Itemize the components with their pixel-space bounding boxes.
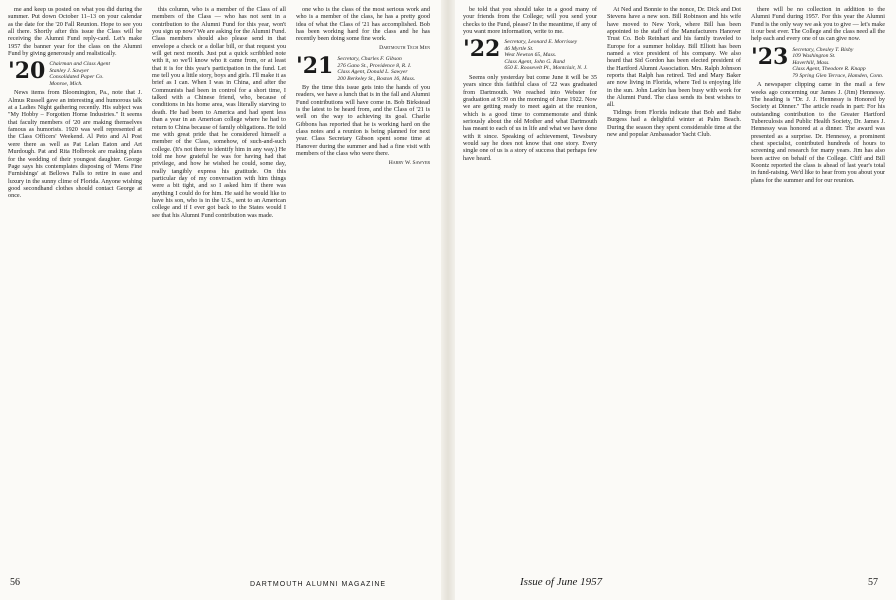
secretary-address: 109 Washington St. (792, 53, 836, 60)
class-year: '21 (296, 53, 334, 80)
column-4 (463, 6, 597, 562)
agent-address: 79 Spring Glen Terrace, Hamden, Conn. (792, 72, 884, 79)
secretary-line: Secretary, Chesley T. Bixby (792, 46, 854, 53)
column-1 (8, 6, 142, 562)
magazine-name: DARTMOUTH ALUMNI MAGAZINE (250, 581, 387, 588)
secretary-name: Stanley J. Sawyer (49, 67, 89, 74)
column-text: At Ned and Bonnie to the nonce, Dr. Dick and Dot Stevens have a new son. Bill Robinson and his wife have moved to New York, where Bill has been appointed to the staff of the Manufacturers Hanover Trust Co. Bob Reinhart and his family traveled to Europe for a summer holiday. Bill Elliott has been named a vice president of his company. We also heard that Sid Gordon has been elected president of the Hartford Alumni Association. Mrs. Ralph Johnson reports that Ralph has retired. Ted and Mary Baker are now living in Florida, where Ted is enjoying life in the sun. John Larkin has been busy with work for the Alumni Fund. The class sends its best wishes to all. (607, 6, 741, 109)
right-page (455, 0, 896, 600)
class-year: '22 (463, 36, 501, 63)
secretary-address: Haverhill, Mass. (792, 59, 830, 66)
secretary-address: Consolidated Paper Co. (49, 74, 104, 81)
column-text: A newspaper clipping came in the mail a few weeks ago concerning our James J. (Jim) Hennessy. The heading is "Dr. J. J. Hennessy is Honored by Society at Dinner." The article reads in part: For his outstanding contribution to the Greater Hartford Tuberculosis and Public Health Society, Dr. James J. Hennessy was honored at a dinner. The award was presented as a surprise. Dr. Hennessy, a prominent chest specialist, contributed hundreds of hours to screening and research for many years. Jim has also been active on behalf of the College. Cliff and Bill Koontz reported the class is ahead of last year's total in fund-raising. We'd like to hear from you about your plans for the summer and for our reunion. (751, 81, 885, 184)
column-text: By the time this issue gets into the hands of you readers, we have a lunch that is in the fall and Alumni Fund contributions will have come in. Bob Birkstead is the latest to be heard from, and the Class of '21 is well on the way to achieving its goal. Charlie Gibbons has reported that he is working hard on the class notes and a reunion is being planned for next year. Class Secretary Gibson spent some time at Hanover during the summer and had a fine visit with members of the class who were there. (296, 84, 430, 158)
class-officers (49, 61, 110, 87)
class-header (463, 36, 597, 72)
column-text: Tidings from Florida indicate that Bob and Babe Burgess had a delightful winter at Palm Beach. During the season they spent considerable time at the new and popular Ambassador Yacht Club. (607, 108, 741, 138)
left-page (0, 0, 441, 600)
right-page-number: 57 (868, 577, 878, 588)
book-gutter (441, 0, 455, 600)
column-text: me and keep us posted on what you did during the summer. Put down October 11–13 on your calendar as the date for the '20 Fall Reunion. Hope to see you all there. Shortly after this issue the Class will be receiving the Alumni Fund reply-card. Let's make 1957 the banner year for the class on the Alumni Fund by giving generously and realistically. (8, 6, 142, 58)
class-officers (504, 39, 587, 72)
column-2 (152, 6, 286, 562)
issue-date: Issue of June 1957 (520, 576, 603, 588)
class-agent: Class Agent, John G. Rand (504, 58, 565, 65)
class-officers (337, 56, 415, 82)
class-header (751, 43, 885, 80)
signature: Harry W. Sawyer (388, 159, 430, 166)
secretary-address: Monroe, Mich. (49, 80, 83, 87)
column-text: there will be no collection in addition to the Alumni Fund during 1957. For this year the Alumni Fund is the only way we ask you to give — let's make it our best ever. The College and the class need all the help each and every one of us can give now. (751, 6, 885, 43)
class-officers (792, 47, 883, 80)
class-header (8, 58, 142, 87)
secretary-address: 276 Gano St., Providence 8, R. I. (337, 62, 412, 69)
secretary-line: Secretary, Charles F. Gibson (337, 56, 402, 63)
class-header (296, 53, 430, 82)
column-6 (751, 6, 885, 562)
column-text: News items from Bloomington, Pa., note that J. Almus Russell gave an interesting and humorous talk at a Ladies Night gathering recently. His subject was "My Hobby – Forgotten Home Industries." It seems that faculty members of '20 are making themselves famous as humorists. 1920 was well represented at the Class Officers' Weekend. Al Peto and Al Post were there as well as Pat Lelan Eaton and Art Murdough. Pat and Rita Holbrook are making plans for the wedding of their youngest daughter. George Page says his contemplates disposing of 'Mens Fine Furnishings' at Bellows Falls to retire in ease and luxury in the sunny clime of Florida. Anyone wishing good secondhand clothes should contact George at once. (8, 89, 142, 200)
secretary-line: Secretary, Leonard E. Morrissey (504, 39, 578, 46)
column-text: Seems only yesterday but come June it will be 35 years since this faithful class of '22 was graduated from Dartmouth. We reached into Webster for graduation at 9:30 on the morning of June 1922. Now we are getting ready to meet again at the reunion, which is a good time to commemorate and think seriously about the old Mother and what Dartmouth has meant to each of us in life and what we have done with it since. Speaking of achievement, Tewsbury would say he does not know that one story. Every single one of us is a story of success that perhaps few have heard. (463, 73, 597, 162)
class-agent: Class Agent, Theodore R. Knapp (792, 66, 866, 73)
class-year: '20 (8, 58, 46, 85)
column-text: this column, who is a member of the Class of all members of the Class — who has not sent in a contribution to the Alumni Fund for this year, won't you sign up now? We are asking for the Alumni Fund. Class members should also please send in that envelope a check or a dollar bill, or that request you will get next month. Just put a quick scribbled note with it, so we'll know who it came from, or at least that it is for this year's participation in the fund. Let me tell you a little story, boys and girls. I'll make it as brief as I can. When I was in China, and after the Communists had been in control for a short time, I talked with a Chinese friend, who, because of conditions in his home area, was literally starving to death. He had been to America and had spent less than a year in an American college where he had to return to China because of family obligations. He told me with great pride that he considered himself a member of the Class, somehow, of such-and-such college. (It's not there to identify him in any way.) He told me how grateful he was for having had that privilege, and how he wished he could, some day, really tangibly express his gratitude. On this particular day of my conversation with him things were a bit tight, and so I asked him if there was anything I could do for him. He said he would like to have his son, who is in the U.S., sent to an American college and if I ever got back to the States would I see that his Alumni Fund contribution was made. (152, 6, 286, 219)
left-page-number: 56 (10, 577, 20, 588)
secretary-line: Chairman and Class Agent (49, 61, 111, 68)
column-3 (296, 6, 430, 562)
agent-address: 200 Berkeley St., Boston 16, Mass. (337, 75, 416, 82)
column-5 (607, 6, 741, 562)
secretary-address: 46 Myrtle St. (504, 45, 534, 52)
class-year: '23 (751, 43, 789, 70)
class-agent: Class Agent, Donald L. Sawyer (337, 69, 408, 76)
column-text: be told that you should take in a good many of your friends from the College; will you send your checks to the Fund, please? In the meantime, if any of you want more information, write to me. (463, 6, 597, 36)
agent-address: 650 E. Roosevelt Pl., Montclair, N. J. (504, 65, 588, 72)
secretary-address: West Newton 65, Mass. (504, 52, 557, 59)
section-heading: Dartmouth Tech Men (379, 44, 430, 51)
column-text: one who is the class of the most serious work and who is a member of the class, he has a pretty good idea of what the Class of '21 has accomplished. Bob has been working hard for the class and he has recently been doing some fine work. (296, 6, 430, 43)
